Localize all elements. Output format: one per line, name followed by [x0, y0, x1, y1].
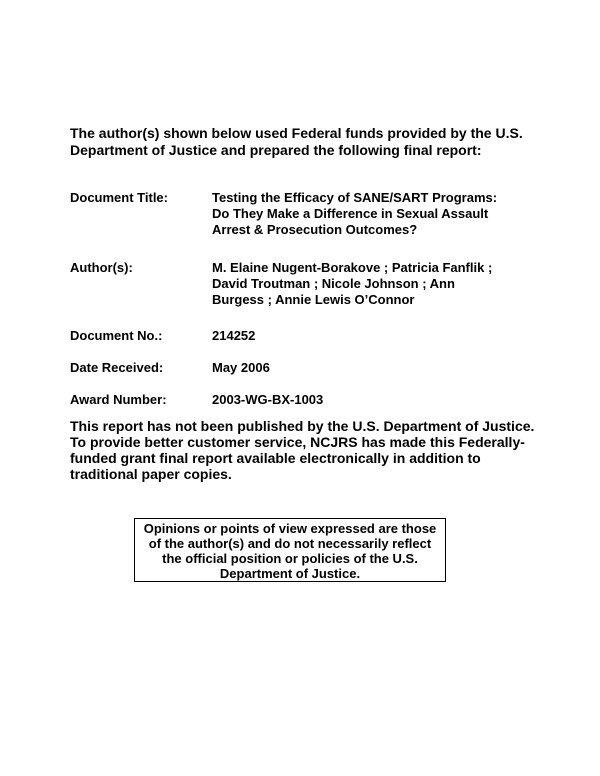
authors-value: M. Elaine Nugent-Borakove ; Patricia Fanflik ; David Troutman ; Nicole Johnson ; Ann Burgess ; Annie Lewis O’Connor — [212, 260, 493, 307]
field-label: Date Received: — [70, 360, 164, 375]
document-metadata — [70, 190, 540, 408]
document-number-value: 214252 — [212, 328, 256, 343]
intro-paragraph: The author(s) shown below used Federal funds provided by the U.S. Department of Justice and prepared the following final report: — [70, 125, 523, 158]
field-document-title — [70, 190, 540, 238]
publication-notice: This report has not been published by the U.S. Department of Justice. To provide better customer service, NCJRS has made this Federally-funded grant final report available electronically in addition to traditional paper copies. — [70, 418, 535, 482]
field-label: Author(s): — [70, 260, 133, 275]
award-number-value: 2003-WG-BX-1003 — [212, 392, 324, 407]
field-date-received — [70, 360, 540, 376]
document-title-value: Testing the Efficacy of SANE/SART Programs: Do They Make a Difference in Sexual Assault Arrest & Prosecution Outcomes? — [212, 190, 498, 237]
field-label: Award Number: — [70, 392, 167, 407]
field-award-number — [70, 392, 540, 408]
field-authors — [70, 260, 540, 308]
field-label: Document Title: — [70, 190, 168, 205]
field-label: Document No.: — [70, 328, 163, 343]
date-received-value: May 2006 — [212, 360, 270, 375]
field-document-number — [70, 328, 540, 344]
disclaimer-box: Opinions or points of view expressed are those of the author(s) and do not necessarily reflect the official position or policies of the U.S. Department of Justice. — [134, 518, 446, 582]
